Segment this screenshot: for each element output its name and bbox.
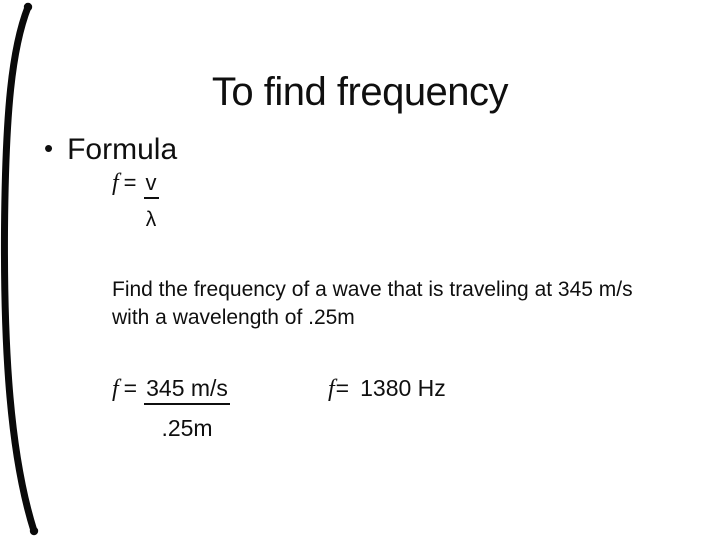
bullet-label: Formula — [67, 133, 178, 166]
formula-equals-sign: = — [123, 170, 137, 195]
bullet-icon: • — [44, 133, 54, 163]
solution-expression — [112, 374, 230, 442]
slide-title: To find frequency — [211, 69, 509, 114]
solution-denominator: .25m — [161, 415, 213, 441]
result-variable-f: f — [328, 376, 335, 402]
formula-numerator-v: v — [144, 170, 159, 199]
formula-fraction — [144, 170, 159, 233]
formula-variable-f: f — [112, 170, 119, 196]
solution-fraction — [144, 374, 230, 442]
result-equals-sign: = — [335, 375, 350, 401]
result-expression — [328, 374, 446, 403]
bullet-item-formula — [44, 130, 177, 168]
formula-definition — [112, 170, 159, 233]
solution-equals-sign: = — [123, 375, 138, 401]
solution-numerator: 345 m/s — [144, 374, 230, 405]
problem-statement — [112, 276, 633, 332]
solution-variable-f: f — [112, 376, 119, 402]
result-value: 1380 Hz — [360, 375, 446, 401]
formula-denominator-lambda: λ — [145, 208, 157, 231]
problem-line-2: with a wavelength of .25m — [112, 306, 355, 329]
problem-line-1: Find the frequency of a wave that is traveling at 345 m/s — [112, 278, 633, 301]
